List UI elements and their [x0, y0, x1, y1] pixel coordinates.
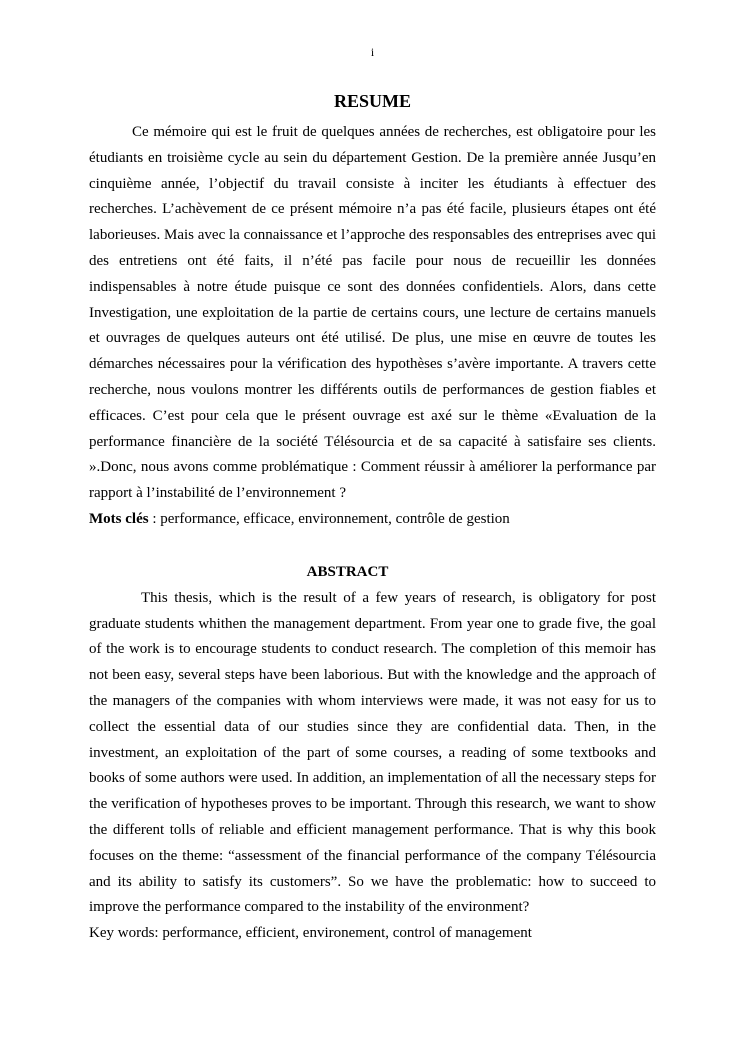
abstract-title: ABSTRACT — [306, 563, 389, 580]
resume-title: RESUME — [333, 91, 411, 111]
page-number: i — [370, 45, 375, 59]
resume-keywords-text: : performance, efficace, environnement, contrôle de gestion — [148, 510, 510, 527]
abstract-paragraph: This thesis, which is the result of a few years of research, is obligatory for post graduate students whithen the management department. From year one to grade five, the goal of the work is to encourage students to conduct research. The completion of this memoir has not been easy, several steps have been laborious. But with the knowledge and the approach of the managers of the companies with whom interviews were made, it was not easy for us to collect the essential data of our studies since they are confidential data. Then, in the investment, an exploitation of the part of some courses, a reading of some textbooks and books of some authors were used. In addition, an implementation of all the necessary steps for the verification of hypotheses proves to be important. Through this research, we want to show the different tolls of reliable and efficient management performance. That is why this book focuses on the theme: “assessment of the financial performance of the company Télésourcia and its ability to satisfy its customers”. So we have the problematic: how to succeed to improve the performance compared to the instability of the environment? — [89, 589, 656, 916]
resume-keywords-label: Mots clés — [89, 510, 149, 527]
resume-keywords — [89, 507, 656, 533]
resume-paragraph: Ce mémoire qui est le fruit de quelques années de recherches, est obligatoire pour les étudiants en troisième cycle au sein du département Gestion. De la première année Jusqu’en cinquième année, l’objectif du travail consiste à inciter les étudiants à effectuer des recherches. L’achèvement de ce présent mémoire n’a pas été facile, plusieurs étapes ont été laborieuses. Mais avec la connaissance et l’approche des responsables des entreprises avec qui des entretiens ont été faits, il n’été pas facile pour nous de recueillir les données indispensables à notre étude puisque ce sont des données confidentiels. Alors, dans cette Investigation, une exploitation de la partie de certains cours, une lecture de certains manuels et ouvrages de quelques auteurs ont été utilisé. De plus, une mise en œuvre de toutes les démarches nécessaires pour la vérification des hypothèses s’avère importante. A travers cette recherche, nous voulons montrer les différents outils de performances de gestion fiables et efficaces. C’est pour cela que le présent ouvrage est axé sur le thème «Evaluation de la performance financière de la société Télésourcia et de sa capacité à satisfaire ses clients. ».Donc, nous avons comme problématique : Comment réussir à améliorer la performance par rapport à l’instabilité de l’environnement ? — [89, 124, 656, 502]
document-body — [89, 88, 656, 947]
abstract-keywords: Key words: performance, efficient, environement, control of management — [89, 925, 532, 942]
